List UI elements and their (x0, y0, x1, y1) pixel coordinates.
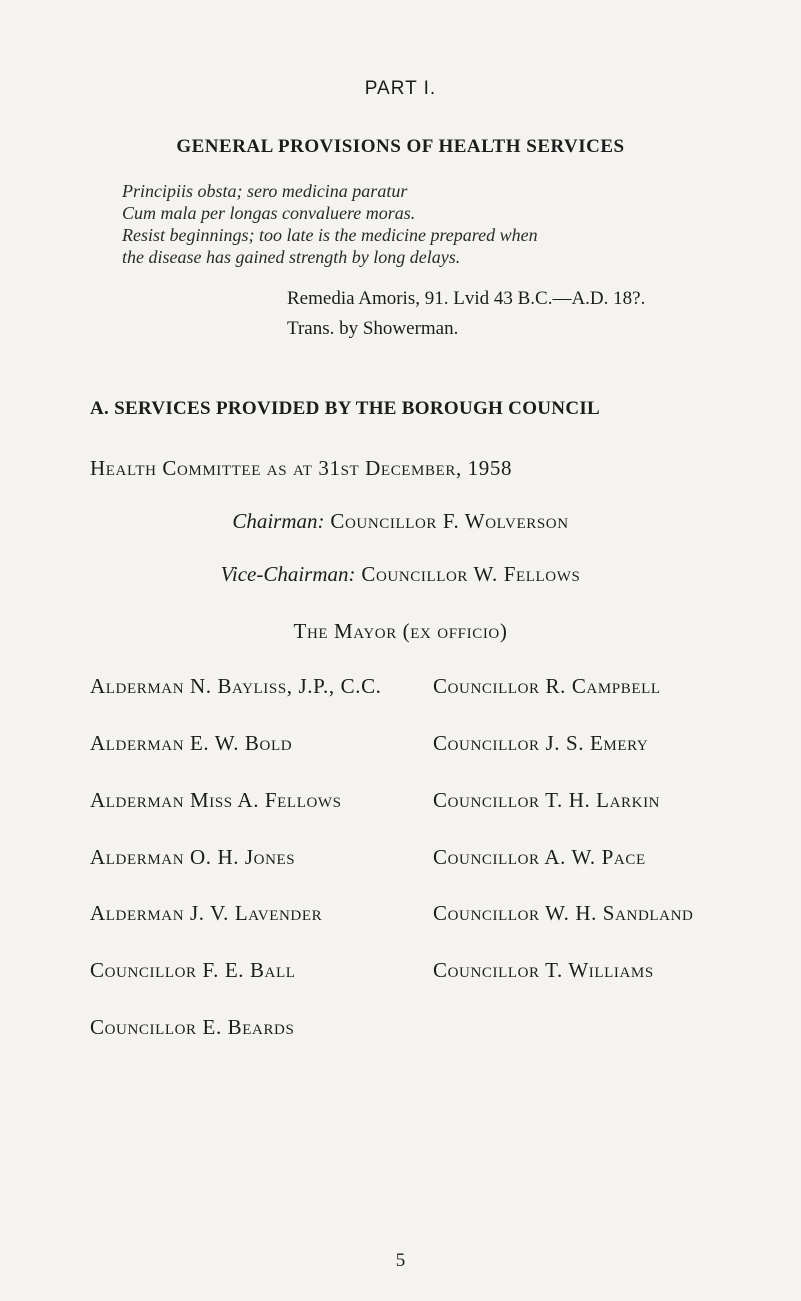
member-item: Alderman O. H. Jones (90, 845, 296, 869)
member-item: Councillor T. Williams (433, 958, 654, 982)
part-title: PART I. (364, 78, 437, 99)
vice-chairman-name: Councillor W. Fellows (361, 562, 581, 586)
member-item: Councillor R. Campbell (433, 674, 661, 698)
member-item: Councillor J. S. Emery (433, 731, 649, 755)
chairman-name: Councillor F. Wolverson (330, 509, 569, 533)
member-item: Alderman N. Bayliss, J.P., C.C. (90, 674, 382, 698)
member-item: Councillor W. H. Sandland (433, 901, 694, 925)
page-number: 5 (395, 1250, 406, 1271)
vice-chairman-line (0, 562, 801, 587)
quote-line: Principiis obsta; sero medicina paratur (122, 181, 408, 201)
quote-line: Cum mala per longas convaluere moras. (122, 203, 416, 223)
mayor-line: The Mayor (ex officio) (293, 619, 508, 643)
member-item: Alderman Miss A. Fellows (90, 788, 342, 812)
member-item: Councillor F. E. Ball (90, 958, 296, 982)
member-item: Councillor T. H. Larkin (433, 788, 661, 812)
member-item: Alderman J. V. Lavender (90, 901, 323, 925)
section-heading: GENERAL PROVISIONS OF HEALTH SERVICES (176, 136, 625, 157)
vice-chairman-label: Vice-Chairman: (220, 562, 356, 586)
member-item: Councillor A. W. Pace (433, 845, 646, 869)
chairman-line (0, 509, 801, 534)
subsection-heading: A. SERVICES PROVIDED BY THE BOROUGH COUNCIL (90, 398, 601, 419)
quote-translation: Trans. by Showerman. (287, 318, 459, 339)
quote-line: Resist beginnings; too late is the medicine prepared when (122, 225, 538, 245)
chairman-label: Chairman: (232, 509, 325, 533)
committee-title: Health Committee as at 31st December, 1958 (90, 456, 513, 480)
quote-citation: Remedia Amoris, 91. Lvid 43 B.C.—A.D. 18?. (287, 288, 646, 309)
quote-line: the disease has gained strength by long delays. (122, 247, 461, 267)
member-item: Alderman E. W. Bold (90, 731, 293, 755)
member-item: Councillor E. Beards (90, 1015, 295, 1039)
